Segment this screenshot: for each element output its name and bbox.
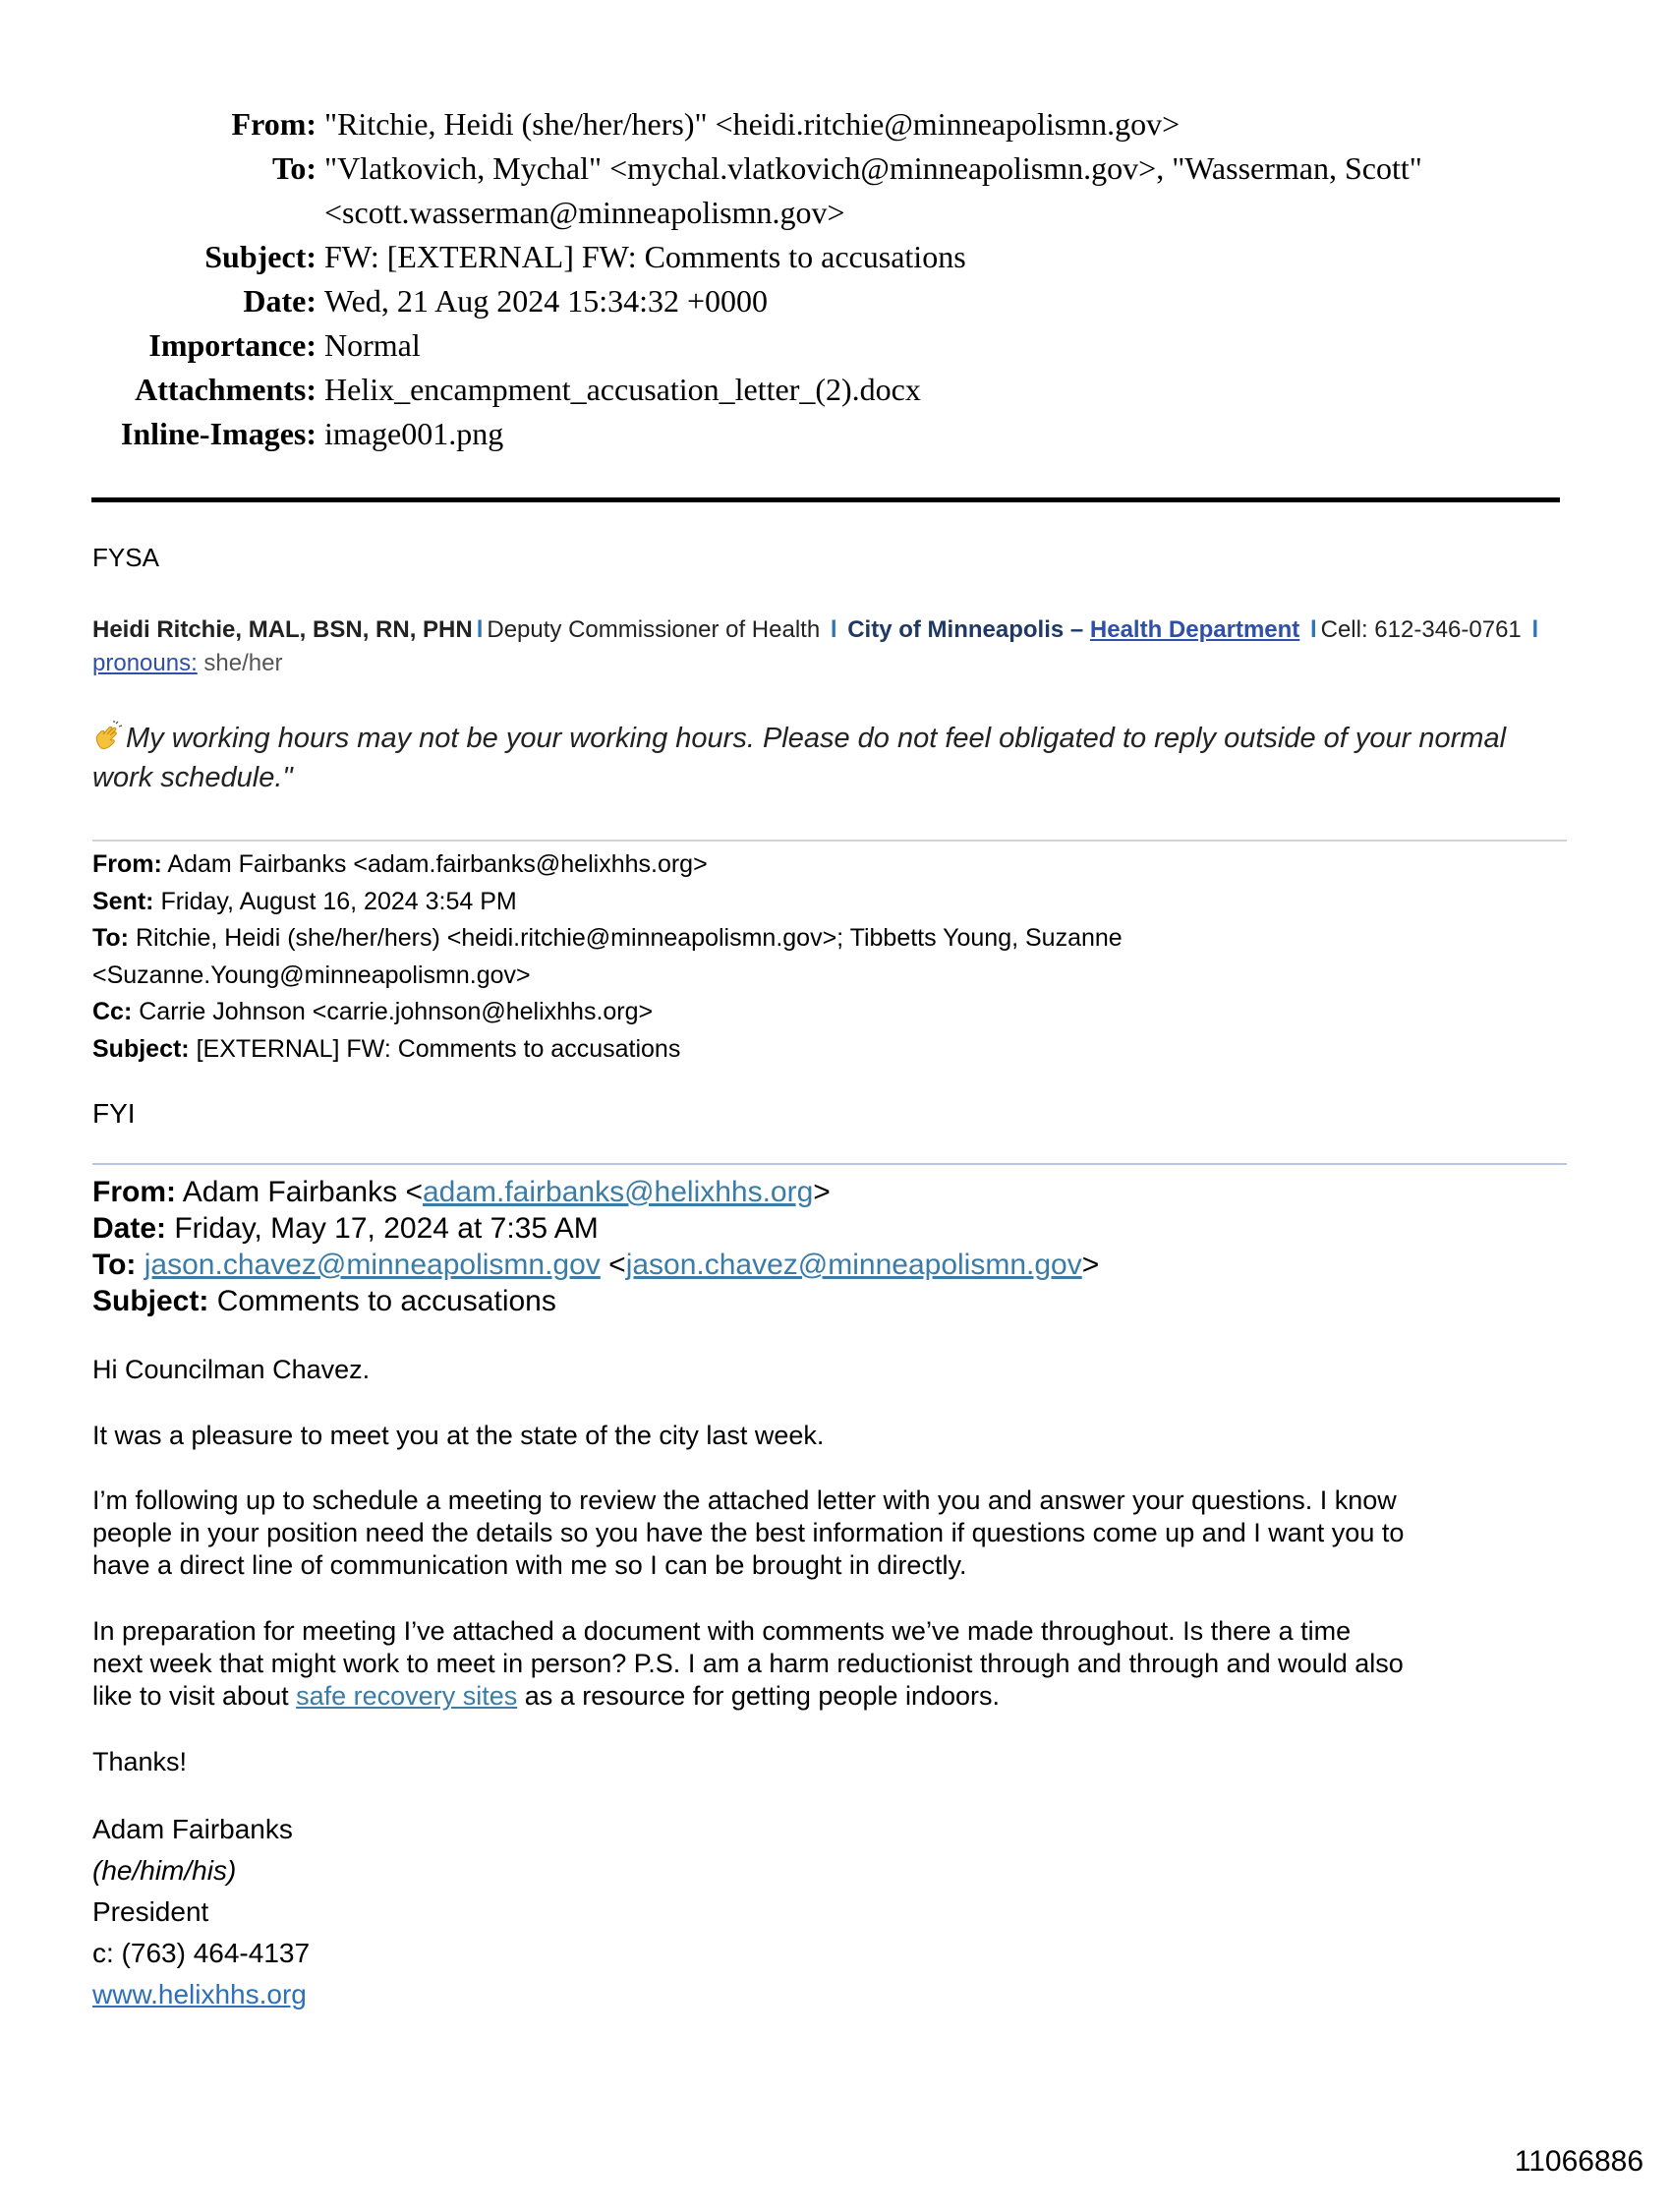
header-inline-images-row bbox=[0, 412, 1671, 456]
sig-pronouns: she/her bbox=[203, 650, 283, 676]
helix-website-link[interactable]: www.helixhhs.org bbox=[92, 1979, 307, 2009]
fysa-text: FYSA bbox=[92, 543, 159, 572]
fairbanks-signature bbox=[92, 1809, 1567, 2015]
followup-line3: have a direct line of communication with me so I can be brought in directly. bbox=[92, 1550, 967, 1580]
header-date-label: Date: bbox=[243, 283, 317, 319]
thanks-text: Thanks! bbox=[92, 1747, 188, 1776]
header-to-line1: "Vlatkovich, Mychal" <mychal.vlatkovich@minneapolismn.gov>, "Wasserman, Scott" bbox=[324, 150, 1422, 186]
fwd-subject-value: [EXTERNAL] FW: Comments to accusations bbox=[196, 1034, 681, 1063]
fwd-to-line1: Ritchie, Heidi (she/her/hers) <heidi.ritchie@minneapolismn.gov>; Tibbetts Young, Suzanne bbox=[135, 924, 1123, 952]
prep-line2: next week that might work to meet in person? P.S. I am a harm reductionist through and through and would also bbox=[92, 1649, 1404, 1678]
working-hours-note bbox=[92, 719, 1567, 797]
sig-separator: l bbox=[1531, 616, 1539, 643]
sig-title: Deputy Commissioner of Health bbox=[487, 616, 821, 643]
header-importance-row bbox=[0, 323, 1671, 368]
health-department-link[interactable]: Health Department bbox=[1089, 616, 1300, 643]
sig-separator: l bbox=[1309, 616, 1317, 643]
orig-date-value: Friday, May 17, 2024 at 7:35 AM bbox=[174, 1212, 599, 1245]
fwd-to-row bbox=[92, 920, 1567, 958]
ritchie-signature bbox=[92, 613, 1567, 680]
header-date-row bbox=[0, 279, 1671, 323]
header-attachments-label: Attachments: bbox=[135, 372, 317, 407]
header-date-value: Wed, 21 Aug 2024 15:34:32 +0000 bbox=[324, 283, 769, 319]
fwd-cc-value: Carrie Johnson <carrie.johnson@helixhhs.org> bbox=[139, 998, 654, 1025]
orig-from-label: From: bbox=[92, 1176, 176, 1208]
fwd-from-value: Adam Fairbanks <adam.fairbanks@helixhhs.org> bbox=[167, 850, 708, 878]
header-to-line2: <scott.wasserman@minneapolismn.gov> bbox=[324, 195, 845, 230]
header-from-value: "Ritchie, Heidi (she/her/hers)" <heidi.ritchie@minneapolismn.gov> bbox=[324, 106, 1181, 142]
orig-to-row bbox=[92, 1247, 1567, 1283]
working-hours-line2: work schedule." bbox=[92, 762, 293, 793]
fwd-from-row bbox=[92, 846, 1567, 884]
sign-pronouns: (he/him/his) bbox=[92, 1855, 237, 1886]
preparation-paragraph bbox=[92, 1615, 1567, 1713]
prep-line1: In preparation for meeting I’ve attached a document with comments we’ve made throughout. Is there a time bbox=[92, 1616, 1352, 1646]
fwd-cc-row bbox=[92, 994, 1567, 1031]
orig-subject-label: Subject: bbox=[92, 1285, 209, 1317]
header-attachments-value[interactable]: Helix_encampment_accusation_letter_(2).docx bbox=[324, 372, 921, 407]
sign-title: President bbox=[92, 1896, 209, 1927]
header-from-label: From: bbox=[231, 106, 317, 142]
sig-separator: l bbox=[830, 616, 837, 643]
pronouns-link[interactable]: pronouns: bbox=[92, 650, 198, 676]
orig-from-close: > bbox=[813, 1176, 831, 1208]
orig-to-close: > bbox=[1081, 1249, 1100, 1281]
orig-from-email-link[interactable]: adam.fairbanks@helixhhs.org bbox=[422, 1176, 814, 1208]
followup-paragraph bbox=[92, 1484, 1567, 1582]
orig-to-email-link-2[interactable]: jason.chavez@minneapolismn.gov bbox=[625, 1249, 1082, 1281]
fwd-sent-label: Sent: bbox=[92, 887, 154, 915]
fwd-to-line2: <Suzanne.Young@minneapolismn.gov> bbox=[92, 960, 531, 989]
header-attachments-row bbox=[0, 368, 1671, 412]
orig-to-label: To: bbox=[92, 1249, 137, 1281]
header-inline-images-value: image001.png bbox=[324, 416, 504, 451]
header-to-label: To: bbox=[271, 150, 317, 186]
fwd-subject-row bbox=[92, 1031, 1567, 1069]
fyi-text: FYI bbox=[92, 1098, 136, 1129]
sig-separator: l bbox=[476, 616, 484, 643]
original-header bbox=[92, 1174, 1567, 1319]
orig-from-name: Adam Fairbanks < bbox=[182, 1176, 423, 1208]
sign-phone: c: (763) 464-4137 bbox=[92, 1938, 311, 1968]
original-divider bbox=[92, 1163, 1567, 1165]
sig-cell: Cell: 612-346-0761 bbox=[1320, 616, 1522, 643]
followup-line2: people in your position need the details so you have the best information if questions come up and I want you to bbox=[92, 1518, 1405, 1547]
fwd-subject-label: Subject: bbox=[92, 1034, 190, 1063]
fwd-cc-label: Cc: bbox=[92, 998, 133, 1025]
fwd-sent-row bbox=[92, 884, 1567, 921]
header-importance-value: Normal bbox=[324, 327, 421, 363]
header-subject-value: FW: [EXTERNAL] FW: Comments to accusations bbox=[324, 239, 966, 274]
followup-line1: I’m following up to schedule a meeting to review the attached letter with you and answer your questions. I know bbox=[92, 1485, 1397, 1515]
email-header bbox=[0, 102, 1671, 456]
header-divider bbox=[91, 497, 1560, 502]
document-number: 11066886 bbox=[1514, 2145, 1643, 2178]
header-subject-row bbox=[0, 235, 1671, 279]
sign-name: Adam Fairbanks bbox=[92, 1814, 293, 1844]
working-hours-line1: My working hours may not be your working hours. Please do not feel obligated to reply outside of your normal bbox=[126, 723, 1507, 754]
header-to-row bbox=[0, 146, 1671, 235]
orig-from-row bbox=[92, 1174, 1567, 1210]
orig-to-email-link[interactable]: jason.chavez@minneapolismn.gov bbox=[144, 1249, 601, 1281]
fwd-to-label: To: bbox=[92, 924, 130, 952]
orig-to-open: < bbox=[608, 1249, 626, 1281]
pleasure-paragraph: It was a pleasure to meet you at the state of the city last week. bbox=[92, 1421, 825, 1450]
safe-recovery-sites-link[interactable]: safe recovery sites bbox=[296, 1681, 518, 1711]
fwd-sent-value: Friday, August 16, 2024 3:54 PM bbox=[160, 887, 517, 915]
sig-city: City of Minneapolis – bbox=[847, 616, 1084, 643]
prep-line3-start: like to visit about bbox=[92, 1681, 289, 1711]
header-from-row bbox=[0, 102, 1671, 146]
forward-divider bbox=[92, 840, 1567, 842]
prep-line3 bbox=[92, 1680, 1567, 1713]
orig-subject-value: Comments to accusations bbox=[216, 1285, 556, 1317]
prep-line3-end: as a resource for getting people indoors. bbox=[524, 1681, 1001, 1711]
orig-subject-row bbox=[92, 1283, 1567, 1319]
orig-date-label: Date: bbox=[92, 1212, 167, 1245]
greeting: Hi Councilman Chavez. bbox=[92, 1355, 371, 1384]
forwarded-header bbox=[92, 846, 1567, 1068]
header-subject-label: Subject: bbox=[204, 239, 317, 274]
sig-name: Heidi Ritchie, MAL, BSN, RN, PHN bbox=[92, 616, 473, 643]
orig-date-row bbox=[92, 1210, 1567, 1247]
fwd-from-label: From: bbox=[92, 850, 162, 878]
header-to-value bbox=[324, 146, 1484, 235]
header-inline-images-label: Inline-Images: bbox=[120, 416, 317, 451]
header-importance-label: Importance: bbox=[148, 327, 317, 363]
waving-hand-icon bbox=[92, 721, 124, 752]
